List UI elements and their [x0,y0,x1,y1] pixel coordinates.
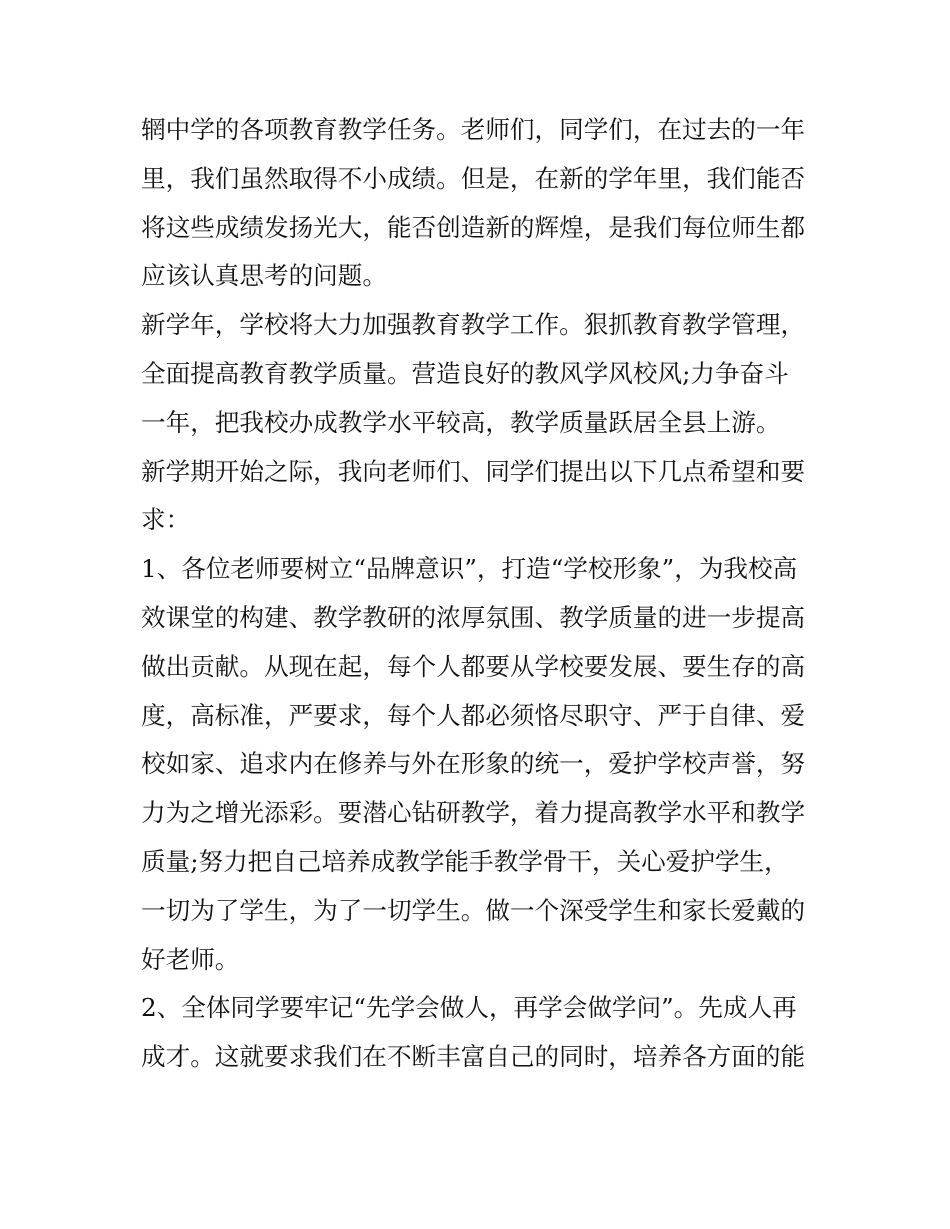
text-line: 辋中学的各项教育教学任务。老师们，同学们，在过去的一年 [141,115,806,144]
text-line: 新学年，学校将大力加强教育教学工作。狠抓教育教学管理， [141,310,806,340]
text-line: 将这些成绩发扬光大，能否创造新的辉煌，是我们每位师生都 [141,212,806,242]
text-line: 1、各位老师要树立“品牌意识”，打造“学校形象”，为我校高 [141,554,798,584]
text-line: 度，高标准，严要求，每个人都必须恪尽职守、严于自律、爱 [141,700,806,730]
text-line: 校如家、追求内在修养与外在形象的统一，爱护学校声誉，努 [141,749,806,779]
text-line: 好老师。 [141,944,240,974]
text-line: 质量;努力把自己培养成教学能手教学骨干，关心爱护学生， [141,846,789,876]
text-line: 2、全体同学要牢记“先学会做人，再学会做学问”。先成人再 [141,993,797,1023]
document-body [141,106,821,1082]
text-line: 全面提高教育教学质量。营造良好的教风学风校风;力争奋斗 [141,358,789,388]
text-line: 一切为了学生，为了一切学生。做一个深受学生和家长爱戴的 [141,895,806,925]
text-line: 应该认真思考的问题。 [141,261,387,291]
text-line: 成才。这就要求我们在不断丰富自己的同时，培养各方面的能 [141,1042,806,1072]
text-line: 一年，把我校办成教学水平较高，教学质量跃居全县上游。 [141,407,781,437]
text-line: 新学期开始之际，我向老师们、同学们提出以下几点希望和要 [141,456,806,486]
text-line: 里，我们虽然取得不小成绩。但是，在新的学年里，我们能否 [141,163,806,193]
text-line: 求： [141,505,191,535]
text-line: 力为之增光添彩。要潜心钻研教学，着力提高教学水平和教学 [141,798,806,828]
text-line: 做出贡献。从现在起，每个人都要从学校要发展、要生存的高 [141,651,806,681]
text-line: 效课堂的构建、教学教研的浓厚氛围、教学质量的进一步提高 [141,602,806,632]
